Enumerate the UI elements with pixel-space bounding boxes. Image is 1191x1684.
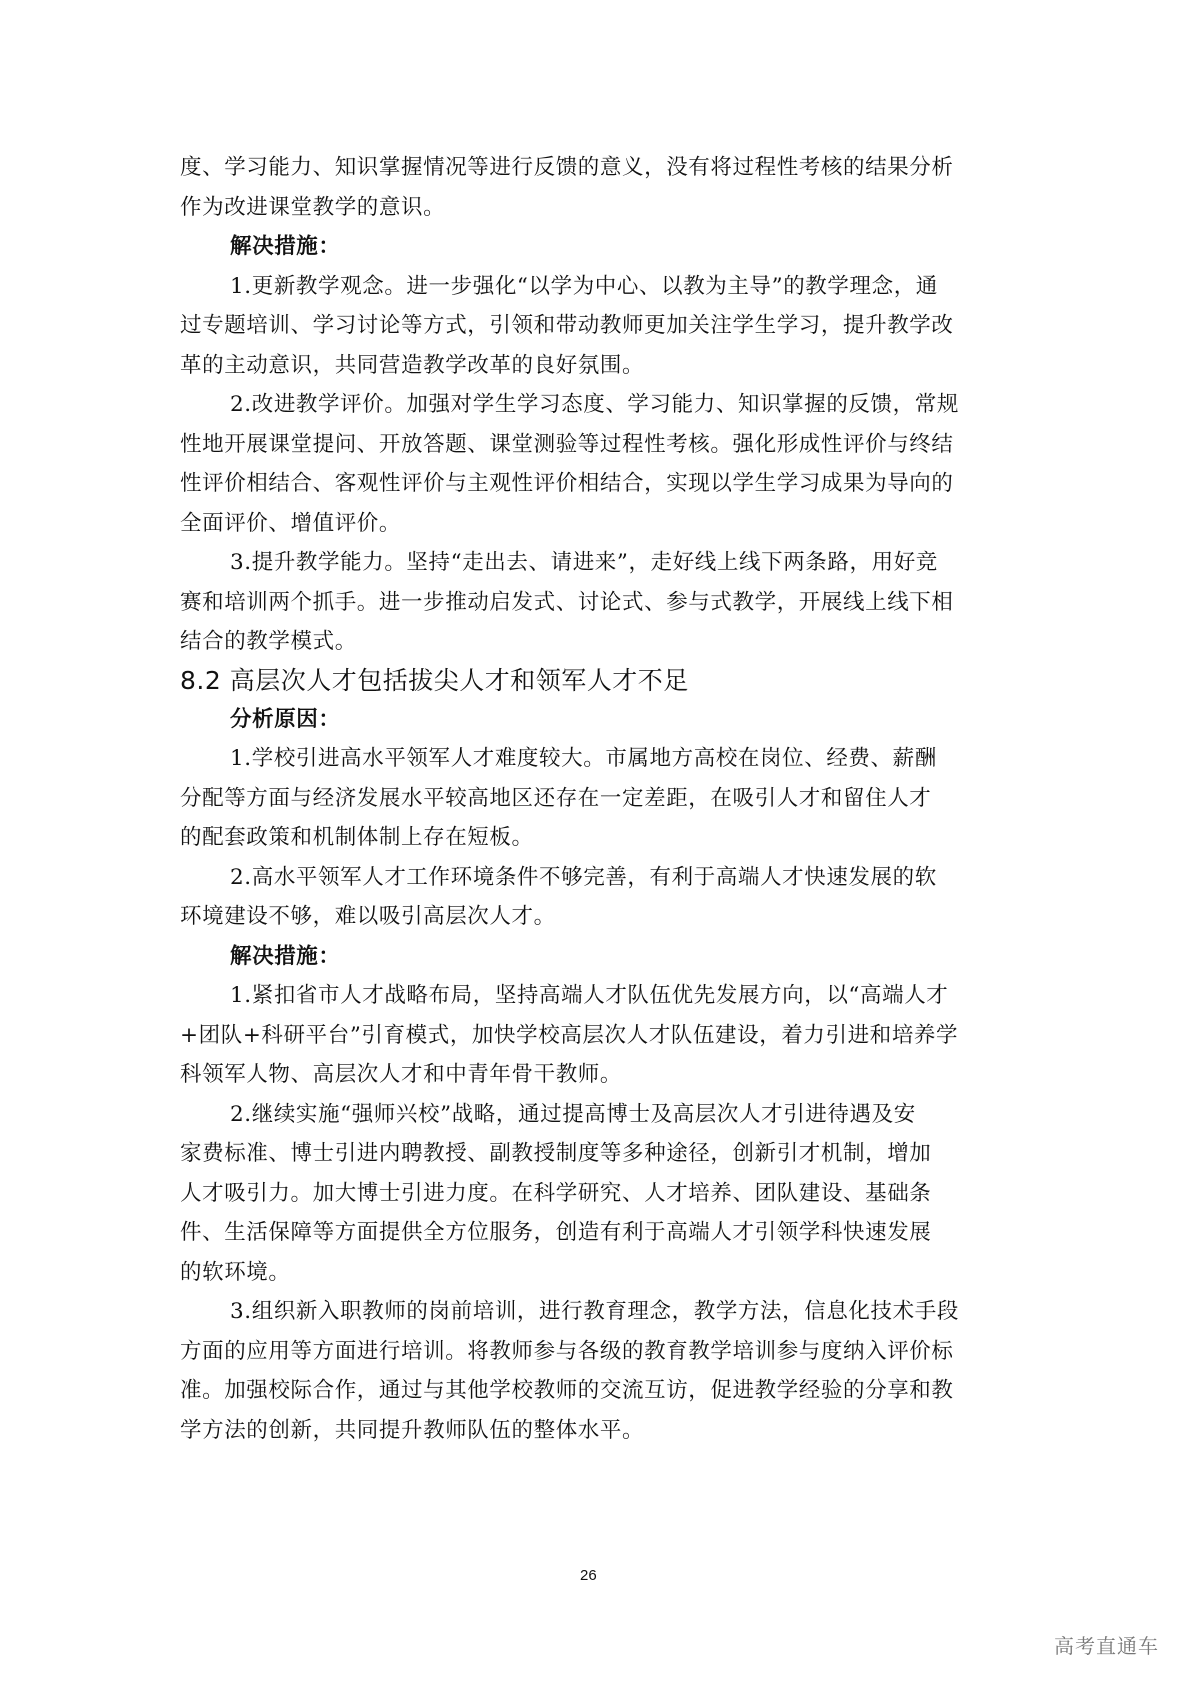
paragraph-line: 准。加强校际合作，通过与其他学校教师的交流互访，促进教学经验的分享和教: [180, 1378, 954, 1403]
paragraph-line: 过专题培训、学习讨论等方式，引领和带动教师更加关注学生学习，提升教学改: [180, 313, 954, 338]
paragraph-line: 学方法的创新，共同提升教师队伍的整体水平。: [180, 1417, 645, 1443]
page-number: 26: [580, 1567, 597, 1584]
paragraph-line: 赛和培训两个抓手。进一步推动启发式、讨论式、参与式教学，开展线上线下相: [180, 589, 954, 615]
paragraph-line: 3.组织新入职教师的岗前培训，进行教育理念，教学方法，信息化技术手段: [230, 1299, 959, 1324]
paragraph-line: 全面评价、增值评价。: [180, 510, 402, 536]
paragraph-line: 环境建设不够，难以吸引高层次人才。: [180, 904, 556, 929]
document-page: [180, 148, 1012, 1450]
paragraph-line: 度、学习能力、知识掌握情况等进行反馈的意义，没有将过程性考核的结果分析: [180, 155, 954, 180]
paragraph-line: 革的主动意识，共同营造教学改革的良好氛围。: [180, 352, 645, 378]
paragraph-line: 1.更新教学观念。进一步强化“以学为中心、以教为主导”的教学理念，通: [230, 273, 938, 299]
paragraph-line: 的配套政策和机制体制上存在短板。: [180, 825, 534, 850]
paragraph-line: 科领军人物、高层次人才和中青年骨干教师。: [180, 1062, 623, 1087]
paragraph-line: +团队+科研平台”引育模式，加快学校高层次人才队伍建设，着力引进和培养学: [180, 1022, 959, 1048]
paragraph-line: 结合的教学模式。: [180, 629, 357, 654]
paragraph-line: 性评价相结合、客观性评价与主观性评价相结合，实现以学生学习成果为导向的: [180, 471, 954, 496]
paragraph-line: 家费标准、博士引进内聘教授、副教授制度等多种途径，创新引才机制，增加: [180, 1141, 932, 1166]
section-label-solutions: 解决措施：: [230, 234, 341, 259]
paragraph-line: 性地开展课堂提问、开放答题、课堂测验等过程性考核。强化形成性评价与终结: [180, 431, 954, 457]
paragraph-line: 分配等方面与经济发展水平较高地区还存在一定差距，在吸引人才和留住人才: [180, 785, 932, 811]
section-label-analysis: 分析原因：: [230, 706, 341, 732]
paragraph-line: 2.高水平领军人才工作环境条件不够完善，有利于高端人才快速发展的软: [230, 864, 937, 890]
paragraph-line: 的软环境。: [180, 1259, 291, 1285]
paragraph-line: 1.学校引进高水平领军人才难度较大。市属地方高校在岗位、经费、薪酬: [230, 746, 937, 771]
paragraph-line: 方面的应用等方面进行培训。将教师参与各级的教育教学培训参与度纳入评价标: [180, 1338, 954, 1364]
watermark: 高考直通车: [1054, 1634, 1159, 1658]
paragraph-line: 1.紧扣省市人才战略布局，坚持高端人才队伍优先发展方向，以“高端人才: [230, 983, 949, 1008]
paragraph-line: 件、生活保障等方面提供全方位服务，创造有利于高端人才引领学科快速发展: [180, 1220, 932, 1245]
section-heading: 8.2 高层次人才包括拔尖人才和领军人才不足: [180, 665, 689, 695]
paragraph-line: 人才吸引力。加大博士引进力度。在科学研究、人才培养、团队建设、基础条: [180, 1180, 932, 1206]
section-label-solutions: 解决措施：: [230, 943, 341, 969]
paragraph-line: 3.提升教学能力。坚持“走出去、请进来”，走好线上线下两条路，用好竞: [230, 550, 938, 575]
paragraph-line: 2.改进教学评价。加强对学生学习态度、学习能力、知识掌握的反馈，常规: [230, 392, 959, 417]
paragraph-line: 2.继续实施“强师兴校”战略，通过提高博士及高层次人才引进待遇及安: [230, 1101, 916, 1127]
paragraph-line: 作为改进课堂教学的意识。: [180, 194, 446, 220]
